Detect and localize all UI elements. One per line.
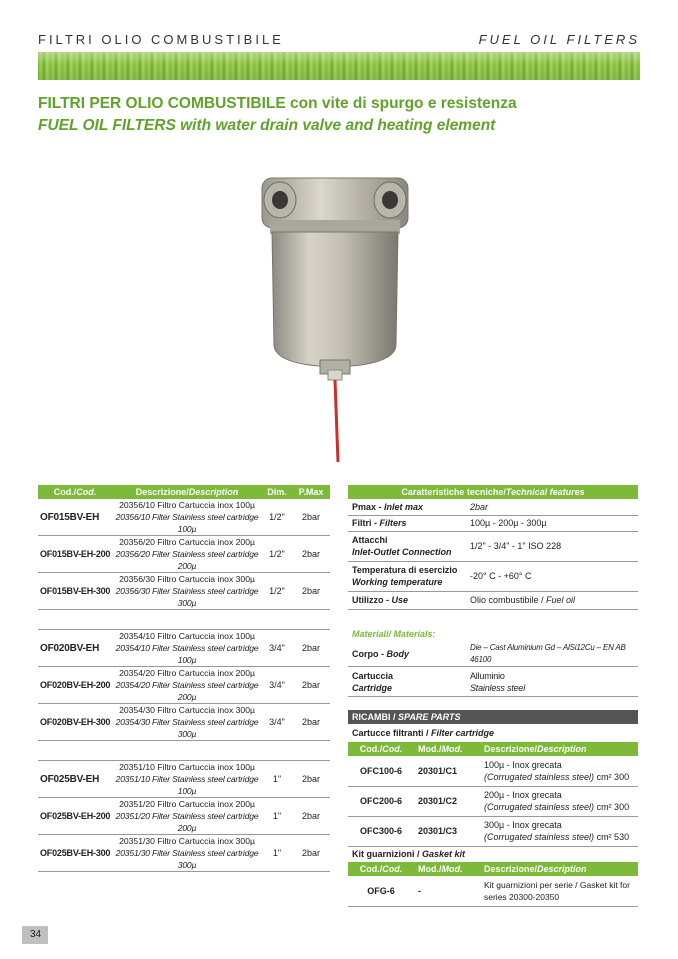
- gaskets-table: [348, 862, 638, 907]
- table-gap: [38, 741, 330, 761]
- product-code: OF015BV-EH: [38, 499, 112, 536]
- gaskets-title: Kit guarnizioni / Gasket kit: [352, 849, 466, 859]
- product-description: 20356/30 Filtro Cartuccia inox 300µ 20356/30 Filter Stainless steel cartridge 300µ: [112, 573, 262, 610]
- gasket-code: OFG-6: [348, 876, 414, 906]
- cartridge-code: OFC100-6: [348, 756, 414, 786]
- material-key: Corpo - Body: [348, 642, 466, 667]
- col-header-code: Cod./Cod.: [348, 742, 414, 756]
- feature-key: Pmax - Inlet max: [348, 499, 466, 515]
- col-header-dim: Dim.: [262, 485, 292, 499]
- product-table: [38, 485, 330, 872]
- material-key: Cartuccia Cartridge: [348, 667, 466, 697]
- product-dim: 1": [262, 835, 292, 872]
- product-dim: 1": [262, 798, 292, 835]
- col-header-description: Descrizione/Description: [112, 485, 262, 499]
- feature-row: [348, 561, 638, 591]
- product-dim: 3/4": [262, 704, 292, 741]
- cartridge-description: 200µ - Inox grecata (Corrugated stainless steel) cm² 300: [480, 786, 638, 816]
- feature-key: Temperatura di esercizio Working temperature: [348, 561, 466, 591]
- table-row: [38, 798, 330, 835]
- gasket-description: Kit guarnizioni per serie / Gasket kit for series 20300-20350: [480, 876, 638, 906]
- cartridge-model: 20301/C2: [414, 786, 480, 816]
- spare-parts-bar: RICAMBI / SPARE PARTS: [348, 710, 638, 724]
- product-code: OF025BV-EH-200: [38, 798, 112, 835]
- table-row: [348, 816, 638, 846]
- material-value: Alluminio Stainless steel: [466, 667, 638, 697]
- cartridges-title: Cartucce filtranti / Filter cartridge: [352, 728, 495, 738]
- table-row: [38, 835, 330, 872]
- table-row: [38, 499, 330, 536]
- cartridge-code: OFC300-6: [348, 816, 414, 846]
- table-row: [38, 536, 330, 573]
- table-row: [38, 704, 330, 741]
- feature-row: [348, 591, 638, 609]
- col-header-description: Descrizione/Description: [480, 862, 638, 876]
- feature-key: Utilizzo - Use: [348, 591, 466, 609]
- product-pmax: 2bar: [292, 499, 330, 536]
- product-dim: 1": [262, 761, 292, 798]
- product-pmax: 2bar: [292, 536, 330, 573]
- product-dim: 3/4": [262, 667, 292, 704]
- product-pmax: 2bar: [292, 798, 330, 835]
- table-row: [38, 761, 330, 798]
- cartridge-model: 20301/C3: [414, 816, 480, 846]
- technical-features-header: Caratteristiche tecniche/Technical features: [348, 485, 638, 499]
- cartridge-description: 300µ - Inox grecata (Corrugated stainless steel) cm² 530: [480, 816, 638, 846]
- col-header-model: Mod./Mod.: [414, 862, 480, 876]
- feature-key: Attacchi Inlet-Outlet Connection: [348, 531, 466, 561]
- cartridges-header: [348, 742, 638, 756]
- product-code: OF020BV-EH-300: [38, 704, 112, 741]
- fuel-filter-product-image: [250, 160, 420, 465]
- product-pmax: 2bar: [292, 667, 330, 704]
- product-dim: 3/4": [262, 630, 292, 667]
- product-pmax: 2bar: [292, 630, 330, 667]
- gasket-model: -: [414, 876, 480, 906]
- product-description: 20356/10 Filtro Cartuccia inox 100µ 20356/10 Filter Stainless steel cartridge 100µ: [112, 499, 262, 536]
- page-title-it-rest: con vite di spurgo e resistenza: [285, 95, 517, 112]
- table-row: [348, 756, 638, 786]
- product-code: OF020BV-EH: [38, 630, 112, 667]
- feature-row: [348, 531, 638, 561]
- product-description: 20354/10 Filtro Cartuccia inox 100µ 20354/10 Filter Stainless steel cartridge 100µ: [112, 630, 262, 667]
- product-code: OF020BV-EH-200: [38, 667, 112, 704]
- col-header-pmax: P.Max: [292, 485, 330, 499]
- material-value: Die – Cast Aluminium Gd – AlSi12Cu – EN AB 46100: [466, 642, 638, 667]
- col-header-code: Cod./Cod.: [38, 485, 112, 499]
- materials-table: [348, 642, 638, 697]
- table-row: [38, 630, 330, 667]
- col-header-description: Descrizione/Description: [480, 742, 638, 756]
- page-title-en: FUEL OIL FILTERS with water drain valve and heating element: [38, 117, 496, 134]
- product-description: 20356/20 Filtro Cartuccia inox 200µ 20356/20 Filter Stainless steel cartridge 200µ: [112, 536, 262, 573]
- product-dim: 1/2": [262, 499, 292, 536]
- feature-value: Olio combustibile / Fuel oil: [466, 591, 638, 609]
- product-pmax: 2bar: [292, 835, 330, 872]
- feature-value: 100µ - 200µ - 300µ: [466, 515, 638, 531]
- feature-row: [348, 499, 638, 515]
- gaskets-header: [348, 862, 638, 876]
- col-header-code: Cod./Cod.: [348, 862, 414, 876]
- product-dim: 1/2": [262, 573, 292, 610]
- feature-key: Filtri - Filters: [348, 515, 466, 531]
- materials-title: Materiali/ Materials:: [352, 629, 436, 639]
- cartridge-code: OFC200-6: [348, 786, 414, 816]
- product-dim: 1/2": [262, 536, 292, 573]
- product-code: OF015BV-EH-300: [38, 573, 112, 610]
- product-pmax: 2bar: [292, 704, 330, 741]
- product-description: 20351/20 Filtro Cartuccia inox 200µ 20351/20 Filter Stainless steel cartridge 200µ: [112, 798, 262, 835]
- technical-features-table: [348, 485, 638, 610]
- page-title-it-bold: FILTRI PER OLIO COMBUSTIBILE: [38, 95, 286, 112]
- table-row: [38, 667, 330, 704]
- feature-value: 2bar: [466, 499, 638, 515]
- product-description: 20351/10 Filtro Cartuccia inox 100µ 20351/10 Filter Stainless steel cartridge 100µ: [112, 761, 262, 798]
- table-row: [348, 876, 638, 906]
- product-pmax: 2bar: [292, 573, 330, 610]
- product-description: 20354/20 Filtro Cartuccia inox 200µ 20354/20 Filter Stainless steel cartridge 200µ: [112, 667, 262, 704]
- header-section-title: FILTRI OLIO COMBUSTIBILE: [38, 32, 284, 47]
- cartridge-description: 100µ - Inox grecata (Corrugated stainless steel) cm² 300: [480, 756, 638, 786]
- col-header-model: Mod./Mod.: [414, 742, 480, 756]
- product-code: OF015BV-EH-200: [38, 536, 112, 573]
- feature-row: [348, 515, 638, 531]
- product-description: 20354/30 Filtro Cartuccia inox 300µ 20354/30 Filter Stainless steel cartridge 300µ: [112, 704, 262, 741]
- product-description: 20351/30 Filtro Cartuccia inox 300µ 20351/30 Filter Stainless steel cartridge 300µ: [112, 835, 262, 872]
- feature-value: -20° C - +60° C: [466, 561, 638, 591]
- product-code: OF025BV-EH: [38, 761, 112, 798]
- header-section-title-en: FUEL OIL FILTERS: [478, 32, 640, 47]
- product-code: OF025BV-EH-300: [38, 835, 112, 872]
- page-number: 34: [22, 926, 48, 944]
- table-row: [38, 573, 330, 610]
- cartridges-table: [348, 742, 638, 847]
- table-gap: [38, 610, 330, 630]
- material-row: [348, 642, 638, 667]
- page-title-it: [38, 95, 517, 113]
- cartridge-model: 20301/C1: [414, 756, 480, 786]
- product-pmax: 2bar: [292, 761, 330, 798]
- product-table-header: [38, 485, 330, 499]
- material-row: [348, 667, 638, 697]
- feature-value: 1/2" - 3/4" - 1" ISO 228: [466, 531, 638, 561]
- header-green-band: [38, 52, 640, 80]
- table-row: [348, 786, 638, 816]
